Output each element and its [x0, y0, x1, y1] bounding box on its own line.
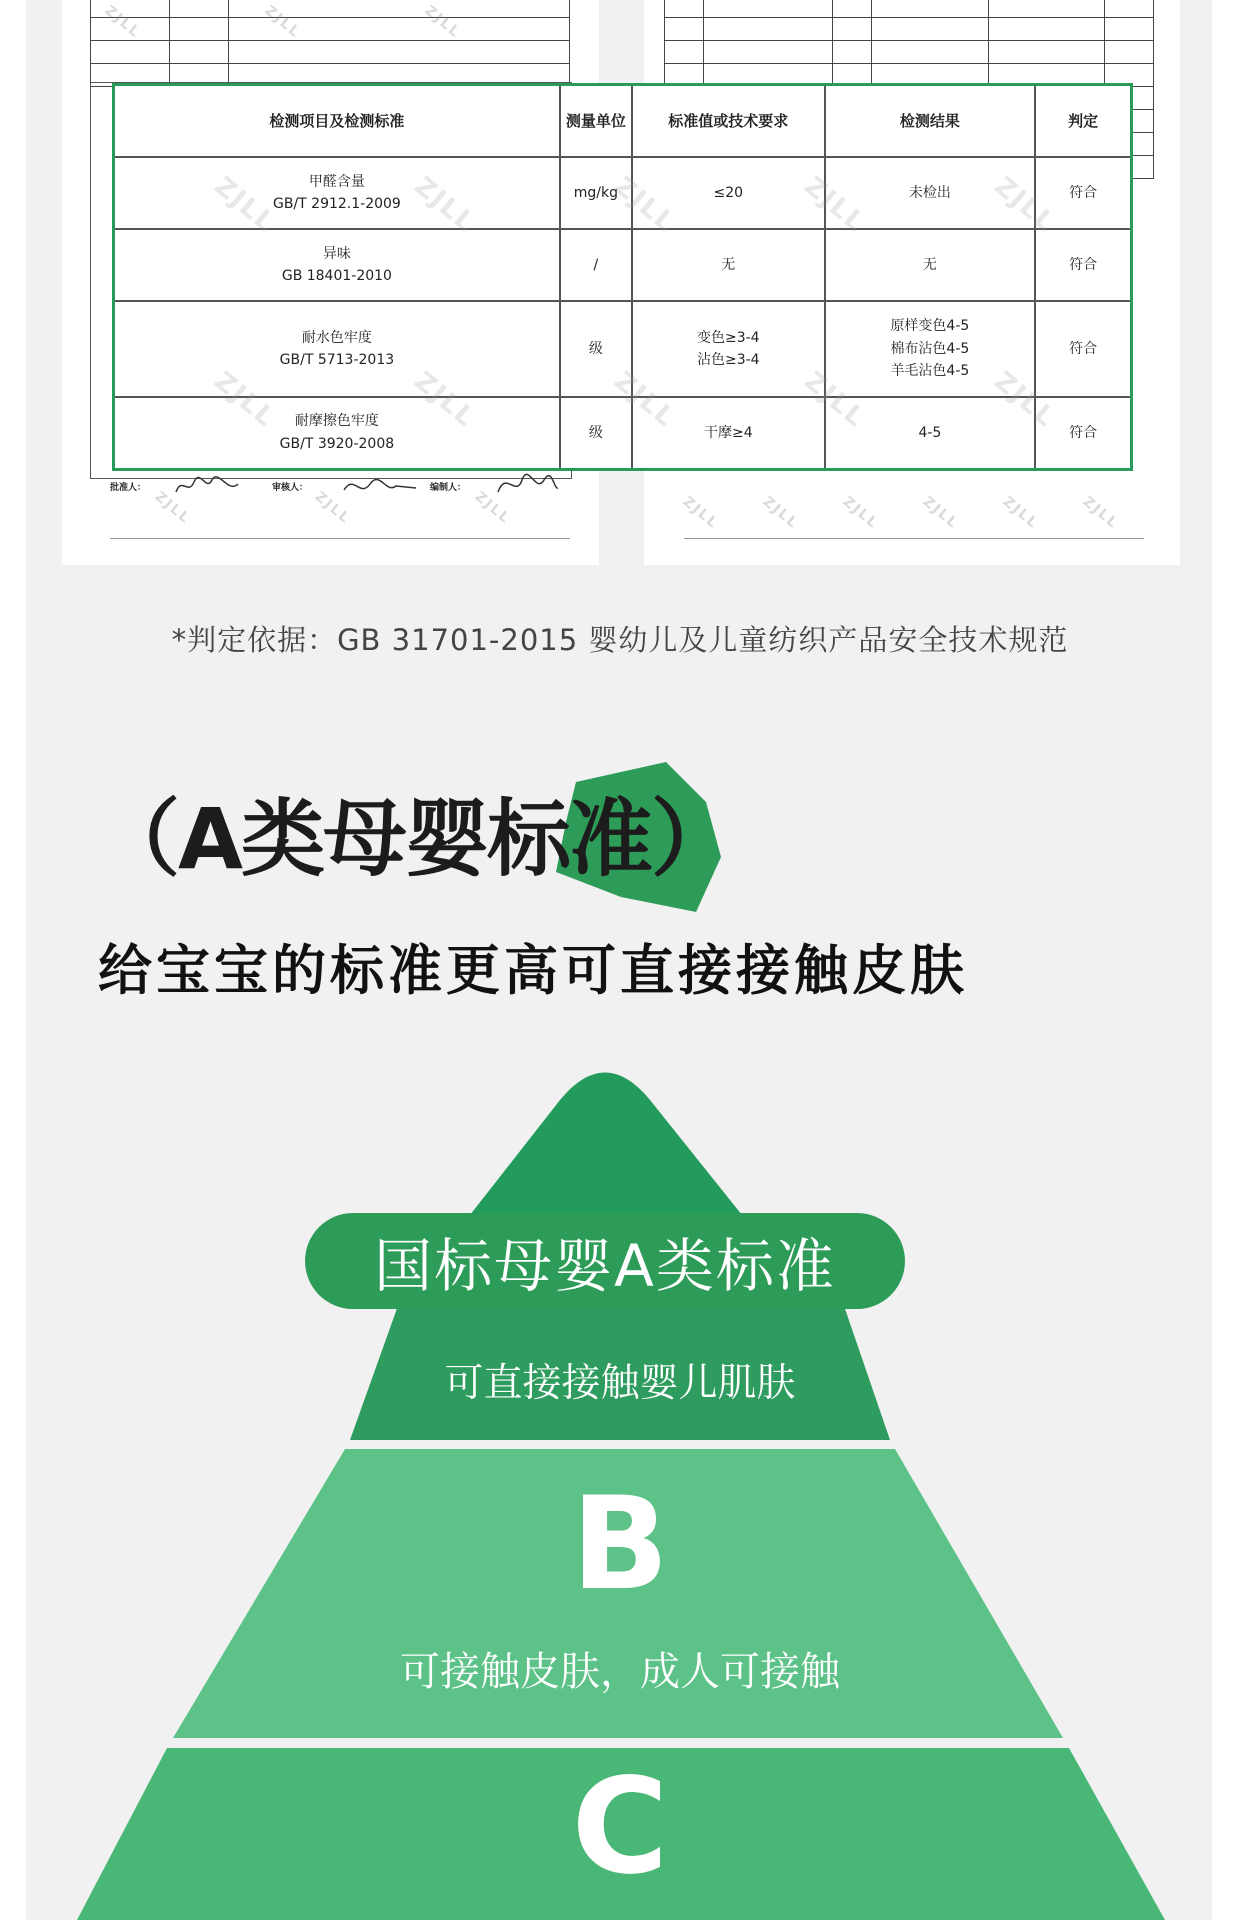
page-subtitle: 给宝宝的标准更高可直接接触皮肤 — [98, 939, 968, 1002]
watermark: ZJLL — [261, 2, 304, 42]
watermark: ZJLL — [208, 171, 282, 239]
item-name: 耐水色牢度 — [301, 329, 372, 346]
verdict-cell: 符合 — [1035, 157, 1131, 229]
page-title: （A类母婴标准） — [96, 790, 734, 888]
tier-a-title: 国标母婴A类标准 — [374, 1232, 836, 1300]
reviewer-label: 审核人： — [272, 483, 309, 493]
verdict-cell: 符合 — [1035, 397, 1131, 469]
result-line: 羊毛沾色4-5 — [890, 363, 970, 380]
watermark: ZJLL — [408, 171, 482, 239]
watermark: ZJLL — [798, 171, 872, 239]
requirement-line: 沾色≥3-4 — [696, 352, 760, 368]
header-result: 检测结果 — [825, 85, 1036, 158]
watermark: ZJLL — [988, 366, 1062, 434]
item-standard: GB/T 3920-2008 — [279, 435, 395, 452]
watermark: ZJLL — [798, 366, 872, 434]
result-line: 原样变色4-5 — [890, 318, 970, 335]
unit-cell: mg/kg — [560, 157, 632, 229]
unit-cell: / — [560, 229, 632, 301]
tier-a-description: 可直接接触婴儿肌肤 — [444, 1361, 796, 1406]
watermark: ZJLL — [608, 366, 682, 434]
item-standard: GB 18401-2010 — [281, 268, 392, 284]
verdict-cell: 符合 — [1035, 229, 1131, 301]
watermark: ZJLL — [421, 2, 464, 42]
watermark: ZJLL — [101, 2, 144, 42]
result-line: 棉布沾色4-5 — [890, 340, 970, 357]
watermark: ZJLL — [919, 493, 962, 533]
header-verdict: 判定 — [1035, 85, 1131, 158]
tier-b-letter: B — [571, 1470, 669, 1619]
tier-c-letter: C — [571, 1750, 669, 1904]
unit-cell: 级 — [560, 301, 632, 397]
watermark: ZJLL — [311, 488, 354, 528]
item-name: 耐摩擦色牢度 — [294, 413, 379, 430]
tier-a-title-pill — [305, 1213, 905, 1309]
header-unit: 测量单位 — [560, 85, 632, 158]
watermark: ZJLL — [208, 366, 282, 434]
watermark: ZJLL — [999, 493, 1042, 533]
editor-label: 编制人： — [430, 483, 467, 493]
pyramid-tier-a-top — [470, 1073, 742, 1216]
result-line: 无 — [922, 256, 937, 273]
judgement-note: *判定依据：GB 31701-2015 婴幼儿及儿童纺织产品安全技术规范 — [171, 623, 1069, 657]
watermark: ZJLL — [608, 171, 682, 239]
result-line: 未检出 — [908, 184, 951, 201]
requirement-line: ≤20 — [713, 184, 744, 201]
header-requirement: 标准值或技术要求 — [632, 85, 825, 158]
tier-b-description: 可接触皮肤，成人可接触 — [400, 1649, 840, 1695]
watermark: ZJLL — [839, 493, 882, 533]
requirement-line: 干摩≥4 — [703, 424, 753, 441]
verdict-cell: 符合 — [1035, 301, 1131, 397]
watermark: ZJLL — [471, 488, 514, 528]
watermark: ZJLL — [988, 171, 1062, 239]
requirement-line: 无 — [721, 256, 736, 273]
watermark: ZJLL — [1079, 493, 1122, 533]
result-line: 4-5 — [918, 424, 942, 441]
item-name: 甲醛含量 — [308, 173, 365, 190]
requirement-line: 变色≥3-4 — [696, 329, 760, 346]
watermark: ZJLL — [408, 366, 482, 434]
watermark: ZJLL — [151, 488, 194, 528]
unit-cell: 级 — [560, 397, 632, 469]
item-name: 异味 — [322, 245, 351, 262]
header-item: 检测项目及检测标准 — [114, 85, 560, 158]
watermark: ZJLL — [759, 493, 802, 533]
approver-label: 批准人： — [110, 483, 147, 493]
item-standard: GB/T 2912.1-2009 — [272, 196, 401, 212]
watermark: ZJLL — [679, 493, 722, 533]
item-standard: GB/T 5713-2013 — [279, 352, 395, 368]
